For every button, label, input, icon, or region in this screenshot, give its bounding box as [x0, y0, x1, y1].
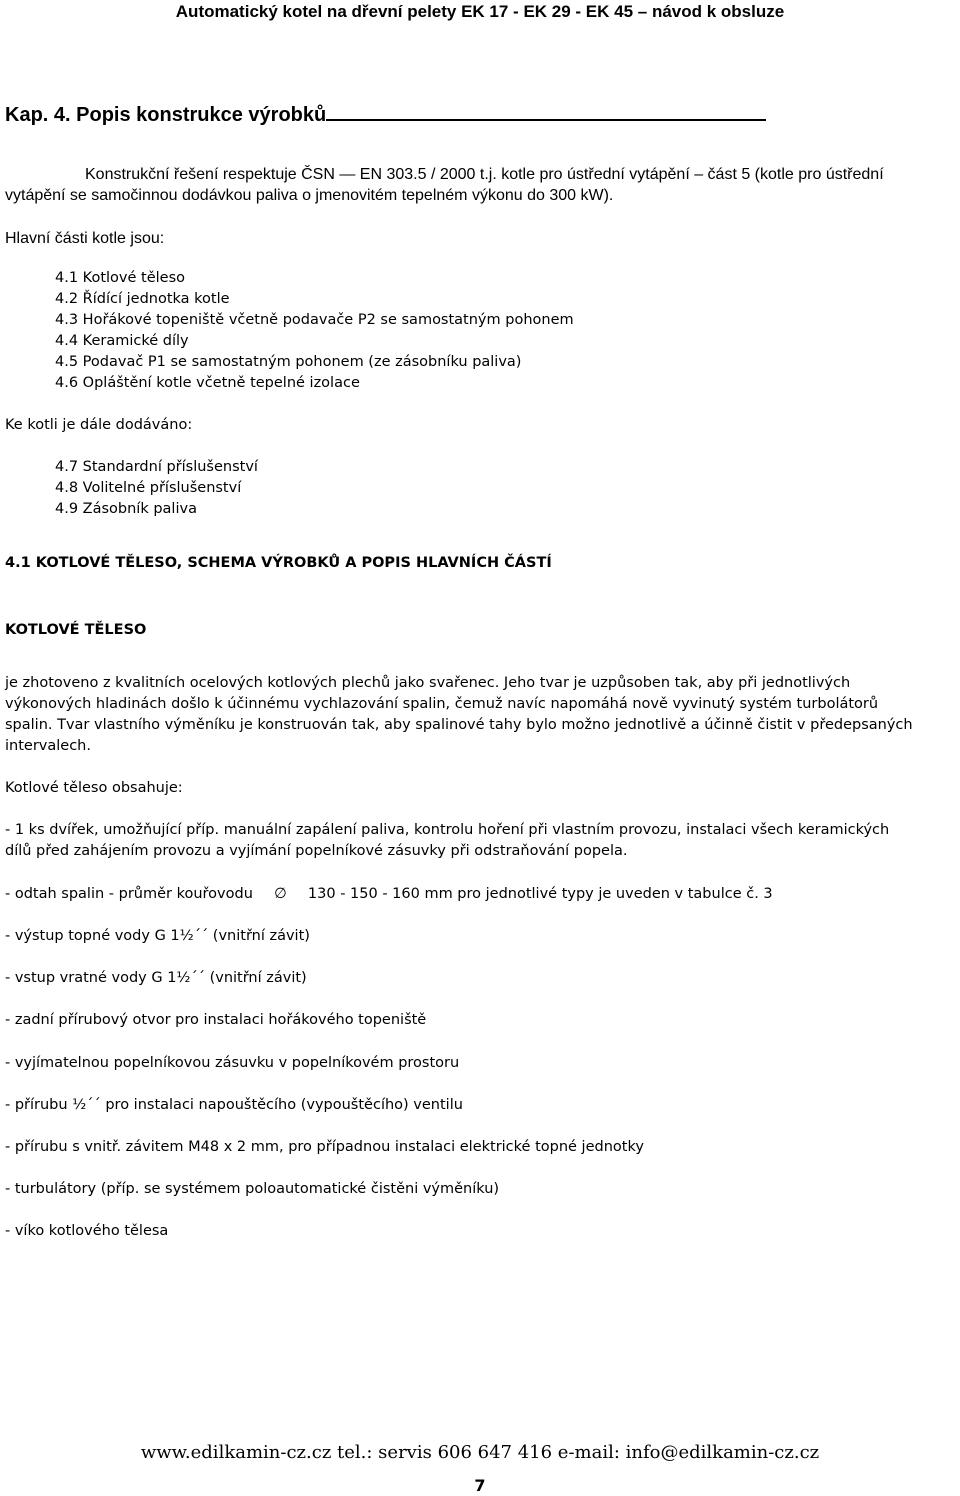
list-item: 4.1 Kotlové těleso — [55, 270, 186, 286]
paragraph-line: spalin. Tvar vlastního výměníku je konstruován tak, aby spalinové tahy bylo možno jednotlivě a účinně čistit v předepsaných — [5, 717, 913, 733]
list-item: 4.5 Podavač P1 se samostatným pohonem (ze zásobníku paliva) — [55, 354, 522, 370]
chapter-title: Kap. 4. Popis konstrukce výrobků — [5, 104, 327, 126]
list-item: - 1 ks dvířek, umožňující příp. manuální zapálení paliva, kontrolu hoření při vlastním provozu, instalaci všech keramických — [5, 822, 890, 838]
diameter-symbol: ∅ — [274, 886, 287, 902]
list-item: 4.2 Řídící jednotka kotle — [55, 291, 230, 307]
chapter-heading — [5, 101, 766, 128]
list-item: - zadní přírubový otvor pro instalaci hořákového topeniště — [5, 1012, 427, 1028]
main-parts-label: Hlavní části kotle jsou: — [5, 230, 165, 247]
list-item: - výstup topné vody G 1½´´ (vnitřní závit) — [5, 928, 310, 944]
contains-label: Kotlové těleso obsahuje: — [5, 780, 183, 796]
intro-line-1: Konstrukční řešení respektuje ČSN — EN 303.5 / 2000 t.j. kotle pro ústřední vytápění – část 5 (kotle pro ústřední — [85, 166, 884, 183]
flue-text-before: - odtah spalin - průměr kouřovodu — [5, 886, 253, 902]
list-item: 4.6 Opláštění kotle včetně tepelné izolace — [55, 375, 360, 391]
list-item — [5, 884, 773, 905]
list-item: 4.4 Keramické díly — [55, 333, 189, 349]
page-header: Automatický kotel na dřevní pelety EK 17 - EK 29 - EK 45 – návod k obsluze — [175, 2, 785, 21]
paragraph-line: výkonových hladinách došlo k účinnému vychlazování spalin, čemuž navíc napomáhá nově vyvinutý systém turbolátorů — [5, 696, 879, 712]
list-item: - přírubu s vnitř. závitem M48 x 2 mm, pro případnou instalaci elektrické topné jednotky — [5, 1139, 644, 1155]
list-item: 4.9 Zásobník paliva — [55, 501, 197, 517]
list-item: 4.3 Hořákové topeniště včetně podavače P2 se samostatným pohonem — [55, 312, 574, 328]
list-item: - víko kotlového tělesa — [5, 1223, 169, 1239]
list-item: 4.8 Volitelné příslušenství — [55, 480, 242, 496]
list-item: - přírubu ½´´ pro instalaci napouštěcího (vypouštěcího) ventilu — [5, 1097, 463, 1113]
list-item: - vstup vratné vody G 1½´´ (vnitřní závit) — [5, 970, 307, 986]
intro-line-2: vytápění se samočinnou dodávkou paliva o jmenovitém tepelném výkonu do 300 kW). — [5, 187, 614, 204]
section-subtitle: KOTLOVÉ TĚLESO — [5, 622, 147, 638]
page-number: 7 — [474, 1476, 486, 1495]
flue-text-after: 130 - 150 - 160 mm pro jednotlivé typy je uveden v tabulce č. 3 — [307, 886, 773, 902]
paragraph-line: je zhotoveno z kvalitních ocelových kotlových plechů jako svařenec. Jeho tvar je uzpůsoben tak, aby při jednotlivých — [5, 675, 851, 691]
list-item: - turbulátory (příp. se systémem poloautomatické čistěni výměníku) — [5, 1181, 500, 1197]
section-title: 4.1 KOTLOVÉ TĚLESO, SCHEMA VÝROBKŮ A POPIS HLAVNÍCH ČÁSTÍ — [5, 555, 552, 571]
supplied-label: Ke kotli je dále dodáváno: — [5, 417, 193, 433]
paragraph-line: intervalech. — [5, 738, 91, 754]
list-item: dílů před zahájením provozu a vyjímání popelníkové zásuvky při odstraňování popela. — [5, 843, 628, 859]
list-item: 4.7 Standardní příslušenství — [55, 459, 258, 475]
list-item: - vyjímatelnou popelníkovou zásuvku v popelníkovém prostoru — [5, 1055, 460, 1071]
heading-underline — [326, 101, 766, 121]
footer-contact: www.edilkamin-cz.cz tel.: servis 606 647 416 e-mail: info@edilkamin-cz.cz — [140, 1442, 820, 1463]
